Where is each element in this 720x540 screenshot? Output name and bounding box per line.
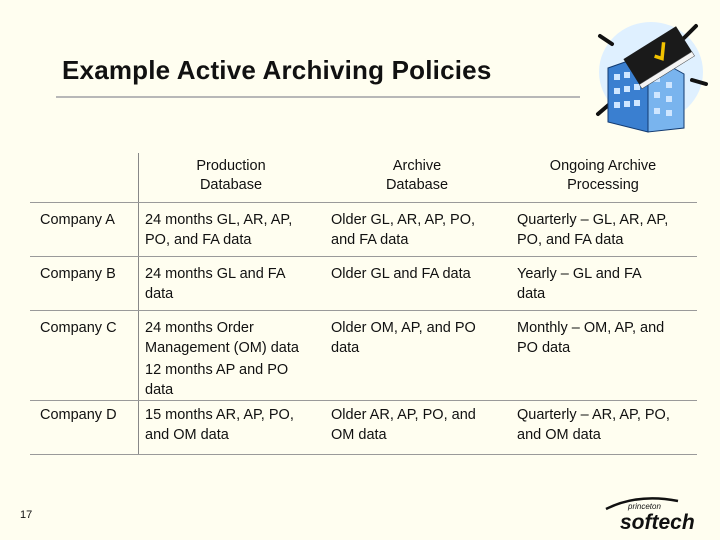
header-archive-database: Archive Database xyxy=(385,158,449,193)
table-row-divider xyxy=(30,400,697,401)
row-company-a-label: Company A xyxy=(40,212,115,228)
header-production-database: Production Database xyxy=(196,158,266,193)
header-ongoing-archive-processing: Ongoing Archive Processing xyxy=(549,158,657,193)
table-column-divider xyxy=(138,153,139,455)
row-company-d-label: Company D xyxy=(40,407,117,423)
row-company-b-production: 24 months GL and FA data xyxy=(145,266,286,302)
table-row-divider xyxy=(30,454,697,455)
svg-text:princeton: princeton xyxy=(628,502,661,511)
row-company-c-label: Company C xyxy=(40,320,117,336)
row-company-a-ongoing: Quarterly – GL, AR, AP, PO, and FA data xyxy=(517,212,669,248)
row-company-b-archive: Older GL and FA data xyxy=(331,266,471,282)
table-row-divider xyxy=(30,310,697,311)
table-row-divider xyxy=(30,256,697,257)
row-company-d-archive: Older AR, AP, PO, and OM data xyxy=(331,407,476,443)
row-company-b-ongoing: Yearly – GL and FA data xyxy=(517,266,642,302)
archive-building-icon xyxy=(592,10,710,138)
princeton-softech-logo xyxy=(598,495,712,535)
row-company-c-production: 24 months Order Management (OM) data 12 months AP and PO data xyxy=(145,320,299,398)
row-company-a-production: 24 months GL, AR, AP, PO, and FA data xyxy=(145,212,293,248)
row-company-d-ongoing: Quarterly – AR, AP, PO, and OM data xyxy=(517,407,670,443)
row-company-b-label: Company B xyxy=(40,266,116,282)
row-company-c-archive: Older OM, AP, and PO data xyxy=(331,320,476,356)
row-company-c-ongoing: Monthly – OM, AP, and PO data xyxy=(517,320,665,356)
row-company-d-production: 15 months AR, AP, PO, and OM data xyxy=(145,407,294,443)
table-row-divider xyxy=(30,202,697,203)
slide-title: Example Active Archiving Policies xyxy=(62,55,492,85)
row-company-a-archive: Older GL, AR, AP, PO, and FA data xyxy=(331,212,475,248)
page-number: 17 xyxy=(20,509,33,521)
title-underline xyxy=(56,96,580,98)
svg-text:softech: softech xyxy=(620,511,695,534)
